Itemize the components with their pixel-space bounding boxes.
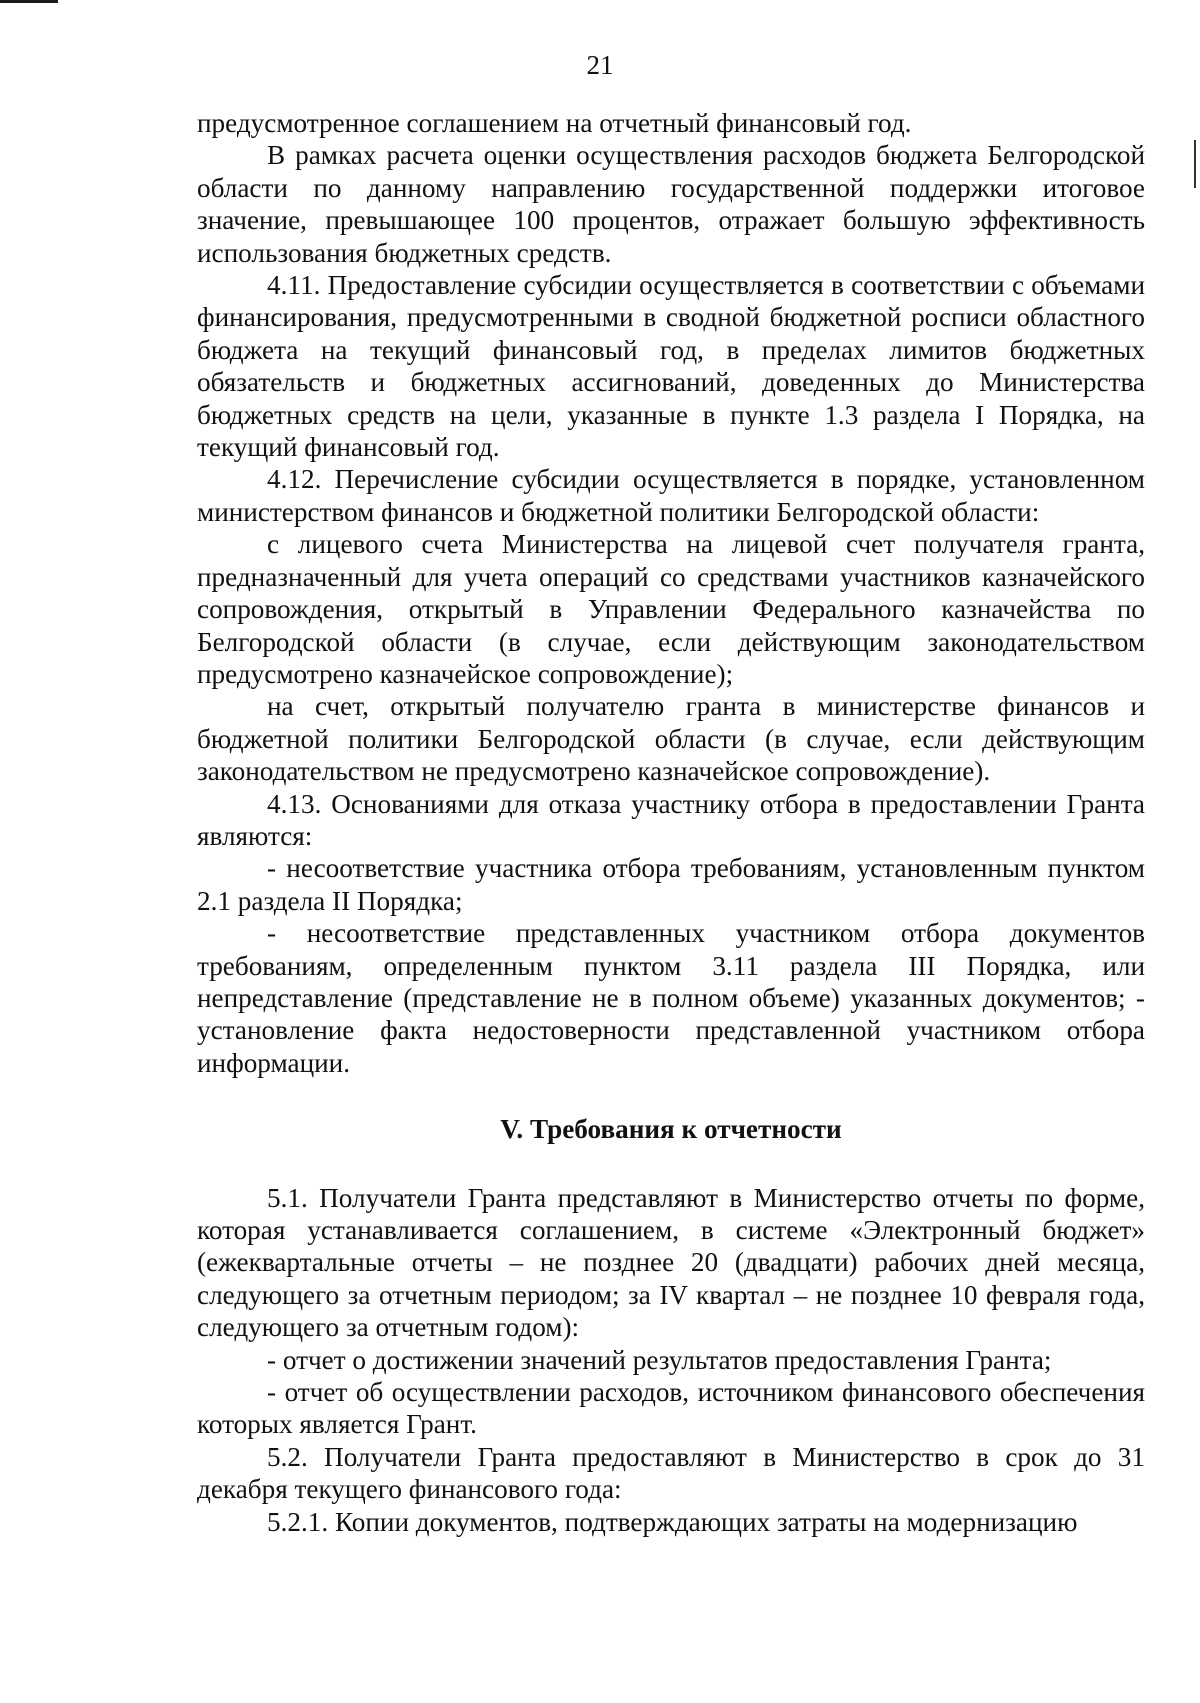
paragraph-4-13: 4.13. Основаниями для отказа участнику отбора в предоставлении Гранта являются: — [197, 788, 1145, 851]
paragraph-continuation: предусмотренное соглашением на отчетный финансовый год. — [197, 108, 912, 138]
paragraph-report-results: - отчет о достижении значений результатов предоставления Гранта; — [267, 1344, 1052, 1375]
scan-artifact-corner — [0, 0, 58, 3]
section-spacer — [197, 1146, 1145, 1182]
section-spacer — [197, 1079, 1145, 1113]
paragraph-5-2-1: 5.2.1. Копии документов, подтверждающих затраты на модернизацию — [267, 1506, 1078, 1537]
paragraph-refusal-reason-1: - несоответствие участника отбора требованиям, установленным пунктом 2.1 раздела II Порядка; — [197, 853, 1145, 916]
paragraph-5-1: 5.1. Получатели Гранта представляют в Министерство отчеты по форме, которая устанавливается соглашением, в системе «Электронный бюджет» (ежеквартальные отчеты – не позднее 20 (двадцати) рабочих дней месяца, следующего за отчетным периодом; за IV квартал – не позднее 10 февраля года, следующего за отчетным годом): — [197, 1182, 1145, 1343]
paragraph-4-12: 4.12. Перечисление субсидии осуществляется в порядке, установленном министерством финансов и бюджетной политики Белгородской области: — [197, 464, 1145, 527]
paragraph-evaluation: В рамках расчета оценки осуществления расходов бюджета Белгородской области по данному направлению государственной поддержки итоговое значение, превышающее 100 процентов, отражает большую эффективность использования бюджетных средств. — [197, 140, 1145, 268]
paragraph-refusal-reason-2: - несоответствие представленных участником отбора документов требованиям, определенным пунктом 3.11 раздела III Порядка, или непредставление (представление не в полном объеме) указанных документов; - установление факта недостоверности представленной участником отбора информации. — [197, 918, 1145, 1078]
paragraph-bank-account: на счет, открытый получателю гранта в министерстве финансов и бюджетной политики Белгородской области (в случае, если действующим законодательством не предусмотрено казначейское сопровождение). — [197, 691, 1145, 787]
scan-artifact-edge — [1194, 140, 1196, 188]
paragraph-4-11: 4.11. Предоставление субсидии осуществляется в соответствии с объемами финансирования, предусмотренными в сводной бюджетной росписи областного бюджета на текущий финансовый год, в пределах лимитов бюджетных обязательств и бюджетных ассигнований, доведенных до Министерства бюджетных средств на цели, указанные в пункте 1.3 раздела I Порядка, на текущий финансовый год. — [197, 270, 1145, 463]
section-heading: V. Требования к отчетности — [500, 1114, 842, 1145]
paragraph-report-expenses: - отчет об осуществлении расходов, источником финансового обеспечения которых является Грант. — [197, 1377, 1145, 1440]
paragraph-personal-account: с лицевого счета Министерства на лицевой счет получателя гранта, предназначенный для учета операций со средствами участников казначейского сопровождения, открытый в Управлении Федерального казначейства по Белгородской области (в случае, если действующим законодательством предусмотрено казначейское сопровождение); — [197, 529, 1145, 689]
document-body — [197, 107, 1145, 1538]
paragraph-5-2: 5.2. Получатели Гранта предоставляют в Министерство в срок до 31 декабря текущего финансового года: — [197, 1441, 1145, 1505]
page-number: 21 — [586, 50, 614, 80]
